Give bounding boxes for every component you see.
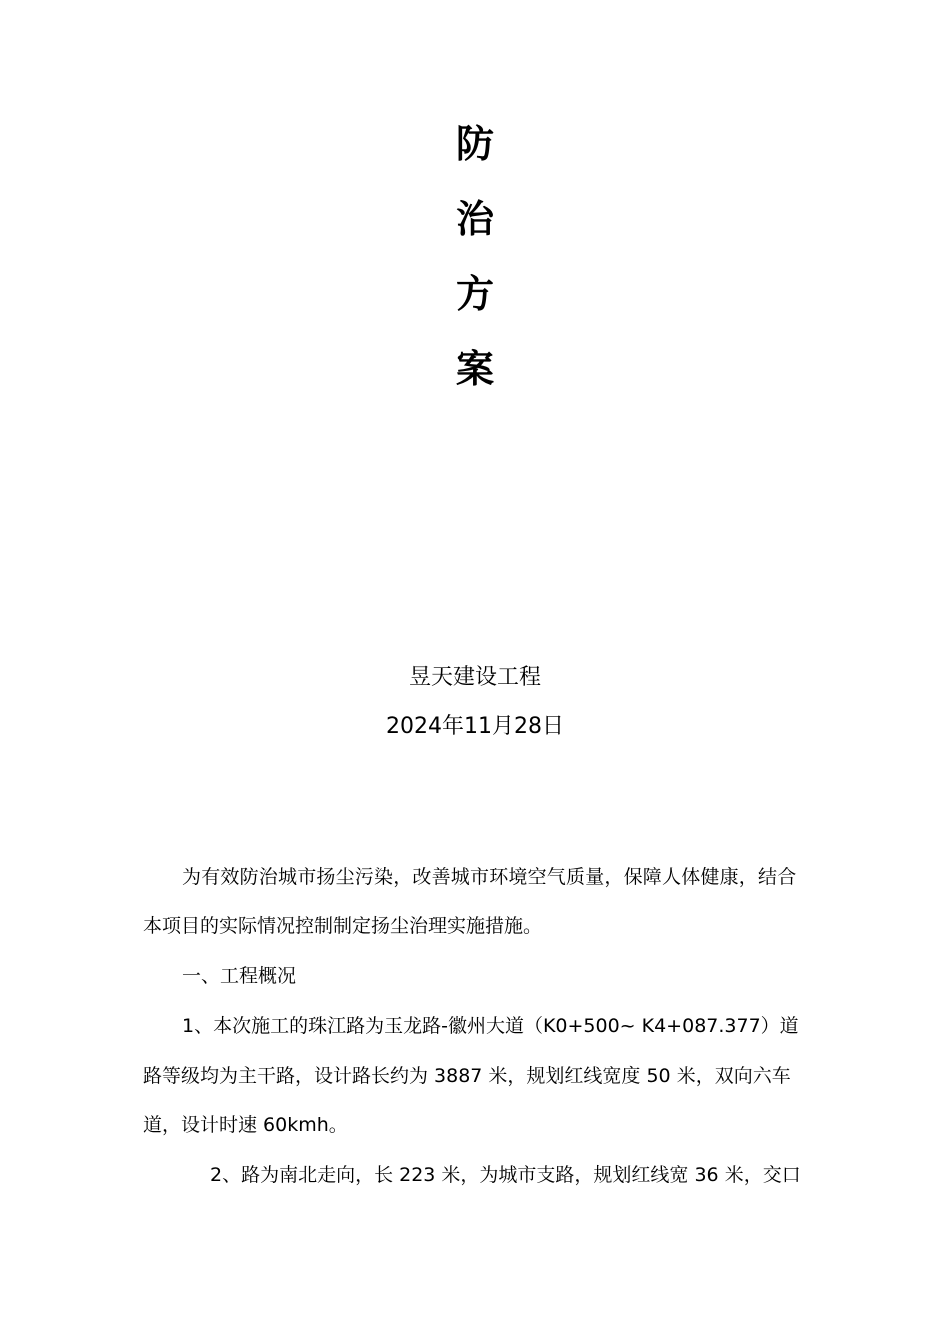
paragraph-line-5: 路等级均为主干路，设计路长约为 3887 米，规划红线宽度 50 米，双向六车: [143, 1065, 791, 1087]
document-date: 2024年11月28日: [386, 714, 564, 739]
paragraph-line-1: 为有效防治城市扬尘污染，改善城市环境空气质量，保障人体健康，结合: [182, 866, 797, 888]
paragraph-line-7: 2、路为南北走向，长 223 米，为城市支路，规划红线宽 36 米，交口: [210, 1164, 801, 1186]
title-char-2: 治: [455, 197, 494, 241]
paragraph-line-2: 本项目的实际情况控制制定扬尘治理实施措施。: [143, 915, 543, 937]
section-heading: 一、工程概况: [182, 965, 297, 987]
paragraph-line-4: 1、本次施工的珠江路为玉龙路-徽州大道（K0+500~ K4+087.377）道: [182, 1015, 799, 1037]
title-char-4: 案: [455, 347, 494, 391]
organization-name: 昱天建设工程: [408, 665, 541, 690]
title-char-3: 方: [455, 272, 494, 316]
title-char-1: 防: [455, 122, 494, 166]
paragraph-line-6: 道，设计时速 60kmh。: [143, 1114, 348, 1136]
